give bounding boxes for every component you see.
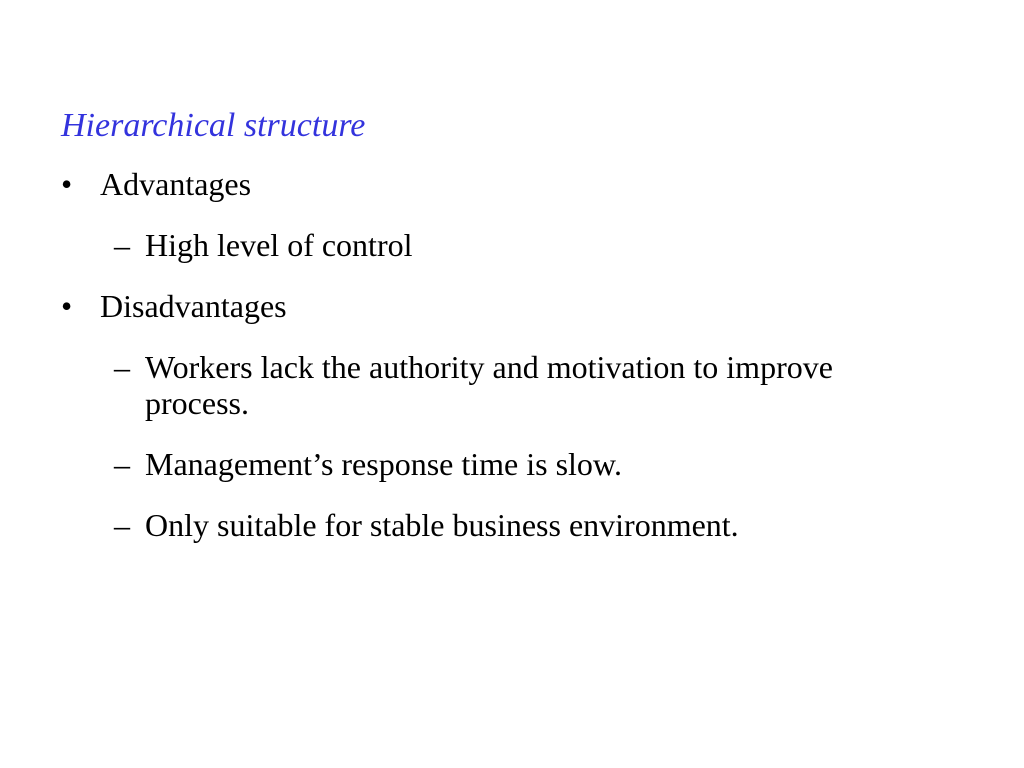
subitem-text: High level of control (145, 227, 413, 263)
subitem-marker: – (114, 446, 130, 482)
subitem-high-level-of-control (61, 227, 961, 263)
subitem-management-response-time (61, 446, 961, 482)
subitem-text: Management’s response time is slow. (145, 446, 622, 482)
subitem-marker: – (114, 227, 130, 263)
bullet-text: Disadvantages (100, 288, 287, 324)
bullet-marker: • (61, 288, 73, 324)
subitem-text: Workers lack the authority and motivation to improve process. (145, 349, 833, 421)
subitem-workers-lack-authority (61, 349, 961, 421)
slide-title: Hierarchical structure (61, 107, 366, 144)
subitem-text: Only suitable for stable business environment. (145, 507, 739, 543)
bullet-marker: • (61, 166, 73, 202)
subitem-marker: – (114, 349, 130, 385)
subitem-stable-environment (61, 507, 961, 543)
bullet-advantages (61, 166, 961, 202)
bullet-disadvantages (61, 288, 961, 324)
subitem-marker: – (114, 507, 130, 543)
bullet-text: Advantages (100, 166, 252, 202)
slide-content (61, 104, 961, 568)
